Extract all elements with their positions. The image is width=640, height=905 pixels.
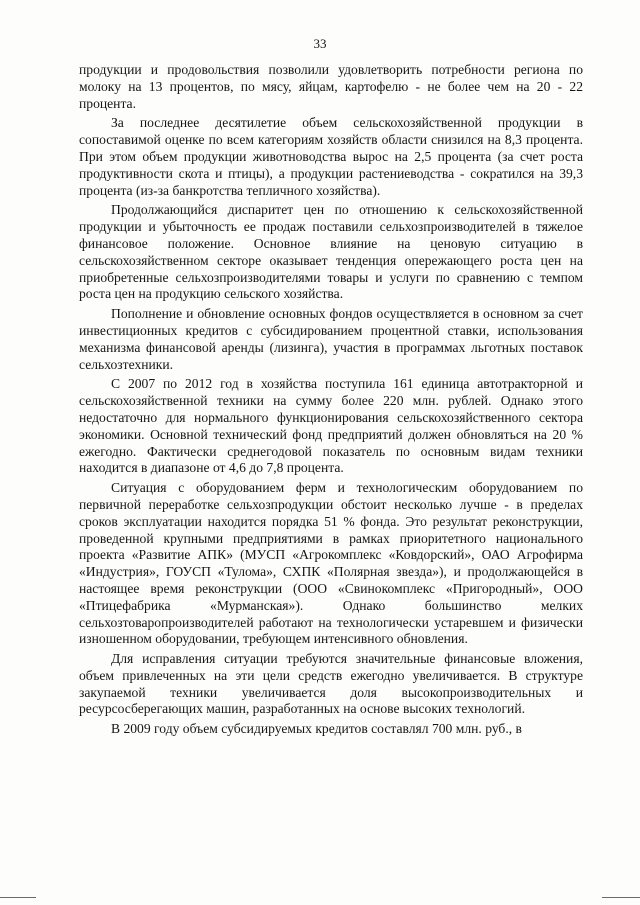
scan-edge-mark-left bbox=[0, 897, 36, 898]
paragraph-3: Продолжающийся диспаритет цен по отношению к сельскохозяйственной продукции и убыточность ее продаж поставили сельхозпроизводителей в тяжелое финансовое положение. Основное влияние на ценовую ситуацию в сельскохозяйственном секторе оказывает тенденция опережающего роста цен на приобретенные сельхозпроизводителями товары и услуги по сравнению с темпом роста цен на продукцию сельского хозяйства. bbox=[79, 202, 583, 302]
page-number: 33 bbox=[313, 36, 327, 51]
paragraph-6: Ситуация с оборудованием ферм и технологическим оборудованием по первичной переработке сельхозпродукции обстоит несколько лучше - в пределах сроков эксплуатации находится порядка 51 % фонда. Это результат реконструкции, проведенной крупными предприятиями в рамках приоритетного национального проекта «Развитие АПК» (МУСП «Агрокомплекс «Ковдорский», ОАО Агрофирма «Индустрия», ГОУСП «Тулома», СХПК «Полярная звезда»), и продолжающейся в настоящее время реконструкции (ООО «Свинокомплекс «Пригородный», ООО «Птицефабрика «Мурманская»). Однако большинство мелких сельхозтоваропроизводителей работают на технологически устаревшем и физически изношенном оборудовании, требующем интенсивного обновления. bbox=[79, 480, 583, 647]
paragraph-4: Пополнение и обновление основных фондов осуществляется в основном за счет инвестиционных кредитов с субсидированием процентной ставки, использования механизма финансовой аренды (лизинга), участия в программах льготных поставок сельхозтехники. bbox=[79, 306, 583, 372]
paragraph-1: продукции и продовольствия позволили удовлетворить потребности региона по молоку на 13 процентов, по мясу, яйцам, картофелю - не более чем на 20 - 22 процента. bbox=[79, 62, 583, 111]
paragraph-7: Для исправления ситуации требуются значительные финансовые вложения, объем привлеченных на эти цели средств ежегодно увеличивается. В структуре закупаемой техники увеличивается доля высокопроизводительных и ресурсосберегающих машин, разработанных на основе высоких технологий. bbox=[79, 651, 583, 717]
paragraph-2: За последнее десятилетие объем сельскохозяйственной продукции в сопоставимой оценке по всем категориям хозяйств области снизился на 8,3 процента. При этом объем продукции животноводства вырос на 2,5 процента (за счет роста продуктивности скота и птицы), а продукции растениеводства - сократился на 39,3 процента (из-за банкротства тепличного хозяйства). bbox=[79, 115, 583, 198]
body-text bbox=[79, 62, 583, 741]
scan-edge-mark-right bbox=[602, 897, 640, 898]
paragraph-5: С 2007 по 2012 год в хозяйства поступила 161 единица автотракторной и сельскохозяйственной техники на сумму более 220 млн. рублей. Однако этого недостаточно для нормального функционирования сельскохозяйственного сектора экономики. Основной технический фонд предприятий должен обновляться на 20 % ежегодно. Фактически среднегодовой показатель по основным видам техники находится в диапазоне от 4,6 до 7,8 процента. bbox=[79, 376, 583, 476]
paragraph-8: В 2009 году объем субсидируемых кредитов составлял 700 млн. руб., в bbox=[111, 721, 522, 737]
